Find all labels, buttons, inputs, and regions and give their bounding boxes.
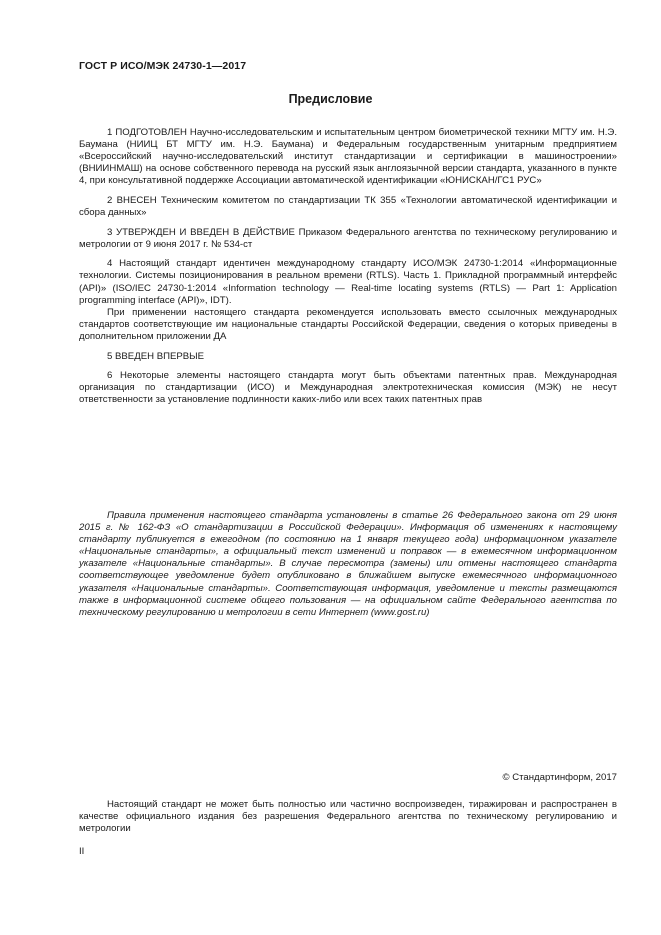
paragraph-introduced-by: 2 ВНЕСЕН Техническим комитетом по стандартизации ТК 355 «Технологии автоматической идентификации и сбора данных» bbox=[79, 194, 617, 219]
foreword-body bbox=[79, 127, 617, 414]
paragraph-approved: 3 УТВЕРЖДЕН И ВВЕДЕН В ДЕЙСТВИЕ Приказом Федерального агентства по техническому регулированию и метрологии от 9 июня 2017 г. № 534-ст bbox=[79, 226, 617, 250]
paragraph-prepared-by: 1 ПОДГОТОВЛЕН Научно-исследовательским и испытательным центром биометрической техники МГТУ им. Н.Э. Баумана (НИИЦ БТ МГТУ им. Н.Э. Баумана) и Федеральным государственным унитарным предприятием «Всероссийский научно-исследовательский институт стандартизации и сертификации в машиностроении» (ВНИИНМАШ) на основе собственного перевода на русский язык англоязычной версии стандарта, указанного в пункте 4, при консультативной поддержке Ассоциации автоматической идентификации «ЮНИСКАН/ГС1 РУС» bbox=[79, 127, 617, 187]
paragraph-national-standards-note: При применении настоящего стандарта рекомендуется использовать вместо ссылочных международных стандартов соответствующие им национальные стандарты Российской Федерации, сведения о которых приведены в дополнительном приложении ДА bbox=[79, 306, 617, 342]
paragraph-first-introduced: 5 ВВЕДЕН ВПЕРВЫЕ bbox=[107, 350, 205, 362]
page-title: Предисловие bbox=[288, 92, 373, 106]
application-rules-notice: Правила применения настоящего стандарта установлены в статье 26 Федерального закона от 29 июня 2015 г. № 162-ФЗ «О стандартизации в Российской Федерации». Информация об изменениях к настоящему стандарту публикуется в ежегодном (по состоянию на 1 января текущего года) информационном указателе «Национальные стандарты», а официальный текст изменений и поправок — в ежемесячном информационном указателе «Национальные стандарты». В случае пересмотра (замены) или отмены настоящего стандарта соответствующее уведомление будет опубликовано в ближайшем выпуске ежемесячного информационного указателя «Национальные стандарты». Соответствующая информация, уведомление и тексты размещаются также в информационной системе общего пользования — на официальном сайте Федерального агентства по техническому регулированию и метрологии в сети Интернет (www.gost.ru) bbox=[79, 510, 617, 618]
reproduction-restriction-note: Настоящий стандарт не может быть полностью или частично воспроизведен, тиражирован и распространен в качестве официального издания без разрешения Федерального агентства по техническому регулированию и метрологии bbox=[79, 799, 617, 835]
paragraph-identical-standard: 4 Настоящий стандарт идентичен международному стандарту ИСО/МЭК 24730-1:2014 «Информационные технологии. Системы позиционирования в реальном времени (RTLS). Часть 1. Прикладной программный интерфейс (API)» (ISO/IEC 24730-1:2014 «Information technology — Real-time locating systems (RTLS) — Part 1: Application programming interface (API)», IDT). bbox=[79, 258, 617, 306]
page-number: II bbox=[79, 846, 85, 857]
document-code-header: ГОСТ Р ИСО/МЭК 24730-1—2017 bbox=[79, 60, 247, 72]
copyright-line: © Стандартинформ, 2017 bbox=[502, 772, 617, 783]
paragraph-patent-rights: 6 Некоторые элементы настоящего стандарта могут быть объектами патентных прав. Международная организация по стандартизации (ИСО) и Международная электротехническая комиссия (МЭК) не несут ответственности за установление подлинности каких-либо или всех таких патентных прав bbox=[79, 370, 617, 406]
